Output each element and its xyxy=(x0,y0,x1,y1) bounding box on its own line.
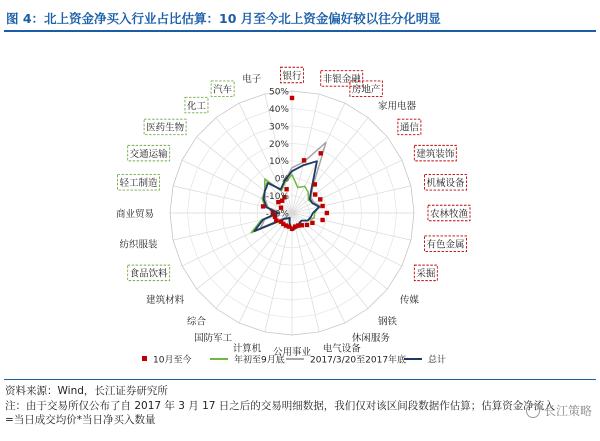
category-label: 食品饮料 xyxy=(129,268,168,280)
category-label: 医药生物 xyxy=(146,122,185,134)
radar-tick-label: 10% xyxy=(268,157,289,168)
category-label: 纺织服装 xyxy=(119,239,158,251)
legend-label: 10月至今 xyxy=(153,355,192,366)
radar-spoke xyxy=(265,213,292,332)
series-marker-point xyxy=(319,151,323,155)
category-label: 有色金属 xyxy=(426,239,465,251)
category-label: 汽车 xyxy=(213,84,233,96)
category-label: 综合 xyxy=(186,316,206,328)
category-label: 传媒 xyxy=(399,294,419,306)
series-marker-point xyxy=(313,192,317,196)
category-label: 计算机 xyxy=(232,343,262,355)
notes xyxy=(5,384,595,428)
legend-label: 2017/3/20至2017年底 xyxy=(310,355,407,366)
series-marker-point xyxy=(279,219,283,223)
category-label: 电气设备 xyxy=(322,343,361,355)
radar-tick-label: -10% xyxy=(265,192,289,203)
category-label: 化工 xyxy=(186,100,206,112)
category-label: 交通运输 xyxy=(129,148,168,160)
radar-tick-label: 30% xyxy=(268,122,289,133)
series-marker-point xyxy=(261,204,265,208)
category-label: 银行 xyxy=(282,70,302,82)
category-label: 采掘 xyxy=(416,268,436,280)
title-rule xyxy=(4,30,596,32)
radar-tick-label: 20% xyxy=(268,139,289,150)
watermark xyxy=(526,402,592,419)
series-marker-point xyxy=(325,211,329,215)
wechat-icon xyxy=(526,404,540,418)
legend-label: 总计 xyxy=(428,355,447,366)
legend-swatch xyxy=(142,356,147,361)
radar-spoke xyxy=(197,213,292,289)
category-label: 钢铁 xyxy=(378,316,398,328)
series-marker-point xyxy=(284,187,288,191)
note-line-1: 注：由于交易所仅公布了自 2017 年 3 月 17 日之后的交易明细数据，我们仅对该区间段数据作估算；估算资金净流入 xyxy=(5,399,555,412)
radar-spoke xyxy=(292,160,402,213)
source-text: 资料来源：Wind，长江证券研究所 xyxy=(5,385,168,397)
bottom-rule xyxy=(4,379,596,380)
figure-title: 图 4：北上资金净买入行业占比估算：10 月至今北上资金偏好较以往分化明显 xyxy=(6,11,441,26)
radar-tick-label: 0% xyxy=(274,174,289,185)
series-marker-point xyxy=(320,204,324,208)
radar-spoke xyxy=(292,213,345,323)
category-label: 国防军工 xyxy=(194,333,233,345)
radar-chart xyxy=(0,34,600,374)
radar-tick-label: -20% xyxy=(265,209,289,220)
category-label: 通信 xyxy=(399,122,419,134)
legend-label: 年初至9月底 xyxy=(234,355,285,366)
category-label: 建筑材料 xyxy=(146,294,185,306)
series-marker-point xyxy=(320,218,324,222)
category-label: 公用事业 xyxy=(272,346,312,358)
radar-tick-label: 40% xyxy=(268,104,289,115)
watermark-text: 长江策略 xyxy=(543,404,592,418)
category-label: 非银金融 xyxy=(322,74,361,86)
category-label: 建筑装饰 xyxy=(416,148,455,160)
category-label: 轻工制造 xyxy=(119,178,158,190)
radar-tick-label: 50% xyxy=(268,87,289,98)
category-label: 机械设备 xyxy=(426,178,465,190)
radar-spoke xyxy=(292,103,345,213)
category-label: 休闲服务 xyxy=(351,333,390,345)
series-marker-point xyxy=(318,197,322,201)
radar-spoke xyxy=(216,213,292,308)
note-line-2: =当日成交均价*当日净买入数量 xyxy=(5,414,156,426)
category-label: 商业贸易 xyxy=(115,208,154,220)
series-marker-point xyxy=(290,96,294,100)
radar-spoke xyxy=(292,213,319,332)
series-marker-point xyxy=(305,223,309,227)
category-label: 电子 xyxy=(242,74,262,86)
category-label: 家用电器 xyxy=(378,100,417,112)
category-label: 农林牧渔 xyxy=(430,208,469,220)
series-marker-point xyxy=(302,158,306,162)
radar-tick-labels xyxy=(266,88,290,220)
radar-grid xyxy=(170,91,414,335)
radar-spoke xyxy=(239,213,292,323)
category-label: 房地产 xyxy=(351,84,381,96)
radar-spoke xyxy=(292,137,387,213)
series-marker-point xyxy=(310,221,314,225)
series-marker-point xyxy=(313,182,317,186)
